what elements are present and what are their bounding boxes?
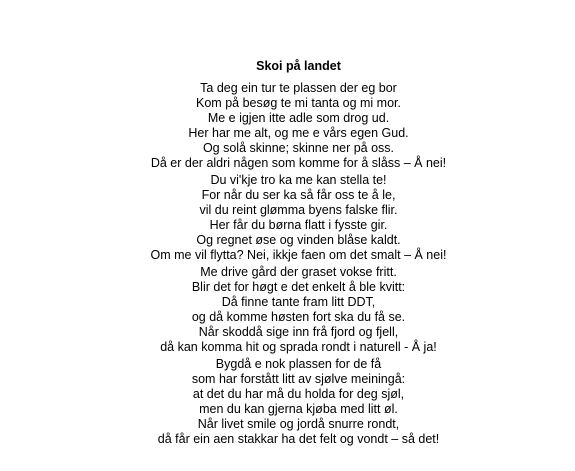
stanza-4 (0, 357, 575, 448)
stanza-3 (0, 265, 575, 356)
poem-line: Du vi'kje tro ka me kan stella te! (210, 173, 387, 187)
poem-line: som har forstått litt av sjølve meiningå: (191, 372, 406, 387)
poem-line: Me drive gård der graset vokse fritt. (200, 265, 397, 279)
poem-title: Skoi på landet (256, 59, 341, 73)
stanza-1 (0, 81, 575, 172)
poem-line: vil du reint glømma byens falske flir. (199, 203, 398, 218)
poem-line: Då finne tante fram litt DDT, (221, 295, 376, 310)
poem-line: Ta deg ein tur te plassen der eg bor (200, 81, 397, 95)
stanza-2 (0, 173, 575, 264)
poem-line: Her får du børna flatt i fysste gir. (209, 218, 388, 233)
poem-line: Og solå skinne; skinne ner på oss. (202, 141, 395, 156)
poem-line: Då er der aldri någen som komme for å slåss – Å nei! (150, 156, 447, 171)
poem-line: men du kan gjerna kjøba med litt øl. (199, 402, 398, 417)
poem-line: Bygdå e nok plassen for de få (215, 357, 382, 371)
poem-line: og då komme høsten fort ska du få se. (191, 310, 406, 325)
poem-line: Når skoddå sige inn frå fjord og fjell, (198, 325, 399, 340)
poem-line: Me e igjen itte adle som drog ud. (207, 111, 390, 126)
poem-line: Når livet smile og jordå snurre rondt, (197, 417, 400, 432)
poem-line: Blir det for høgt e det enkelt å ble kvitt: (191, 280, 406, 295)
poem-line: Her har me alt, og me e vårs egen Gud. (188, 126, 409, 141)
poem-line: Om me vil flytta? Nei, ikkje faen om det smalt – Å nei! (150, 248, 447, 263)
poem-line: då får ein aen stakkar ha det felt og vondt – så det! (157, 432, 440, 447)
poem-line: Kom på besøg te mi tanta og mi mor. (196, 96, 401, 111)
poem-line: då kan komma hit og sprada rondt i naturell - Å ja! (160, 340, 437, 355)
poem-line: at det du har må du holda for deg sjøl, (192, 387, 405, 402)
poem-line: For når du ser ka så får oss te å le, (201, 188, 396, 203)
poem-line: Og regnet øse og vinden blåse kaldt. (196, 233, 401, 248)
